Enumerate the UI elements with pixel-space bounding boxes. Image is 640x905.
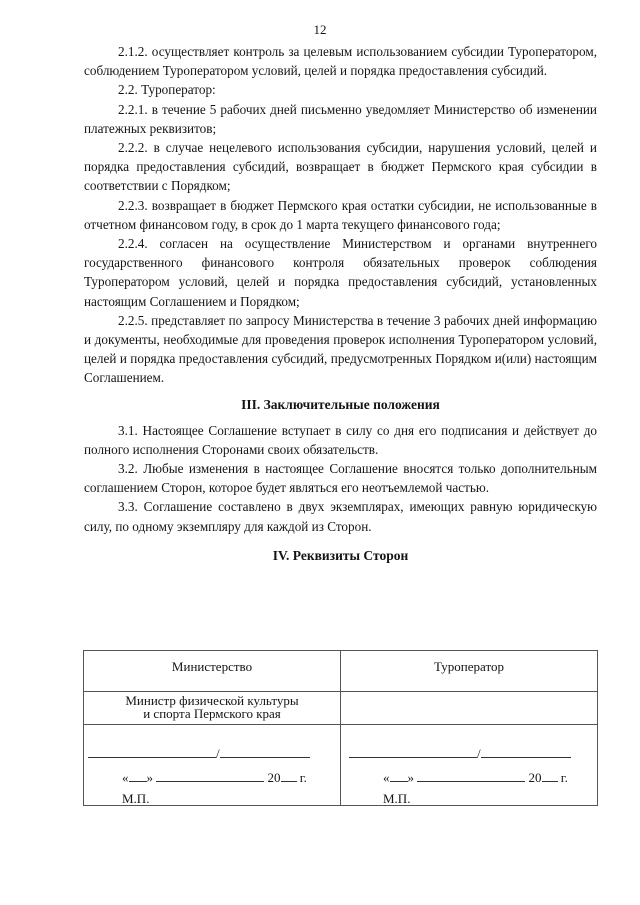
page-number: 12 [313, 22, 327, 37]
signature-blank [88, 745, 216, 758]
seal-place: М.П. [122, 791, 150, 806]
year-blank [281, 769, 297, 782]
year-suffix: г. [299, 770, 307, 785]
touroperator-name-cell [341, 692, 598, 725]
slash: / [477, 746, 481, 761]
paragraph-2-2-2: 2.2.2. в случае нецелевого использования субсидии, нарушения условий, целей и порядка предоставления субсидий, возвращает в бюджет Пермского края субсидии в соответствии с Порядком; [84, 140, 597, 194]
name-blank [220, 745, 310, 758]
month-blank [417, 769, 525, 782]
paragraph-2-1-2: 2.1.2. осуществляет контроль за целевым использованием субсидии Туроператором, соблюдением Туроператором условий, целей и порядка предоставления субсидий. [84, 44, 597, 79]
ministry-signature-cell [84, 725, 341, 806]
paragraph-2-2: 2.2. Туроператор: [118, 82, 216, 98]
year-blank [542, 769, 558, 782]
ministry-signatory [84, 692, 340, 724]
touroperator-header: Туроператор [434, 659, 504, 674]
quote-open: « [383, 770, 390, 785]
year-suffix: г. [560, 770, 568, 785]
paragraph-3-3: 3.3. Соглашение составлено в двух экземплярах, имеющих равную юридическую силу, по одному экземпляру для каждой из Сторон. [84, 499, 597, 534]
paragraph-3-1: 3.1. Настоящее Соглашение вступает в силу со дня его подписания и действует до полного исполнения Сторонами своих обязательств. [84, 422, 597, 457]
name-blank [481, 745, 571, 758]
quote-open: « [122, 770, 129, 785]
touroperator-signature-cell [341, 725, 598, 806]
paragraph-3-2: 3.2. Любые изменения в настоящее Соглашение вносятся только дополнительным соглашением Сторон, которое будет являться его неотъемлемой частью. [84, 461, 597, 496]
date-line [122, 769, 307, 786]
signature-line [88, 745, 310, 762]
day-blank [390, 769, 408, 782]
slash: / [216, 746, 220, 761]
seal-place: М.П. [383, 791, 411, 806]
section-3-title: III. Заключительные положения [241, 396, 440, 412]
ministry-header-cell [84, 651, 341, 692]
touroperator-header-cell [341, 651, 598, 692]
touroperator-signatory [341, 692, 597, 724]
month-blank [156, 769, 264, 782]
signatory-line-1: Министр физической культуры [125, 693, 299, 708]
paragraph-2-2-3: 2.2.3. возвращает в бюджет Пермского края остатки субсидии, не использованные в отчетном финансовом году, в срок до 1 марта текущего финансового года; [84, 197, 597, 232]
document-body [84, 42, 597, 572]
paragraph-2-2-1: 2.2.1. в течение 5 рабочих дней письменно уведомляет Министерство об изменении платежных реквизитов; [84, 101, 597, 136]
quote-close: » [146, 770, 153, 785]
signature-line [349, 745, 571, 762]
date-line [383, 769, 568, 786]
day-blank [129, 769, 147, 782]
requisites-table [83, 650, 598, 806]
signature-blank [349, 745, 477, 758]
ministry-header: Министерство [171, 659, 253, 674]
quote-close: » [407, 770, 414, 785]
year-prefix: 20 [267, 770, 281, 785]
paragraph-2-2-4: 2.2.4. согласен на осуществление Министерством и органами внутреннего государственного финансового контроля обязательных проверок соблюдения Туроператором условий, целей и порядка предоставления субсидий, установленных настоящим Соглашением и Порядком; [84, 236, 597, 309]
year-prefix: 20 [528, 770, 542, 785]
ministry-name-cell [84, 692, 341, 725]
section-4-title: IV. Реквизиты Сторон [272, 547, 409, 563]
signatory-line-2: и спорта Пермского края [143, 706, 281, 721]
paragraph-2-2-5: 2.2.5. представляет по запросу Министерства в течение 3 рабочих дней информацию и документы, необходимые для проведения проверок исполнения Туроператором условий, целей и порядка предоставления субсидий, предусмотренных Порядком и(или) настоящим Соглашением. [84, 312, 597, 386]
